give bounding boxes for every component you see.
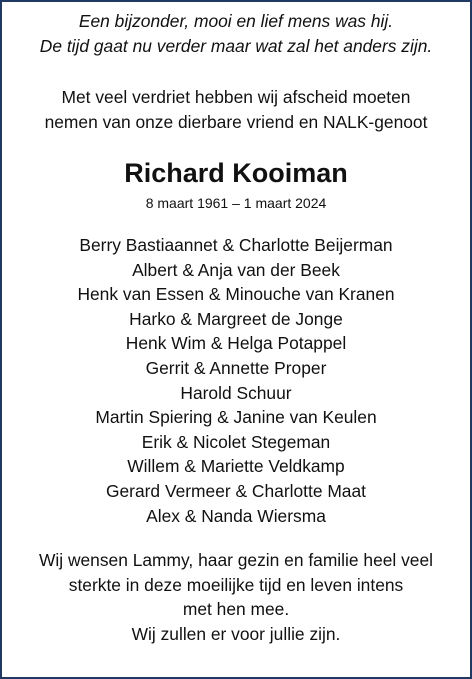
life-dates: 8 maart 1961 – 1 maart 2024 — [145, 195, 327, 211]
closing-line: sterkte in deze moeilijke tijd en leven intens — [68, 574, 404, 595]
mourner-entry: Martin Spiering & Janine van Keulen — [95, 407, 377, 428]
closing-line: Wij wensen Lammy, haar gezin en familie heel veel — [38, 550, 434, 571]
mourner-entry: Albert & Anja van der Beek — [132, 259, 340, 280]
mourner-entry: Gerard Vermeer & Charlotte Maat — [105, 480, 366, 501]
mourner-entry: Harold Schuur — [180, 382, 292, 403]
intro-line: Met veel verdriet hebben wij afscheid moeten — [61, 87, 411, 107]
closing-line: Wij zullen er voor jullie zijn. — [131, 623, 341, 644]
mourner-entry: Alex & Nanda Wiersma — [146, 505, 326, 526]
mourner-entry: Henk van Essen & Minouche van Kranen — [77, 284, 395, 305]
mourner-entry: Gerrit & Annette Proper — [145, 357, 327, 378]
deceased-name: Richard Kooiman — [124, 158, 348, 188]
mourner-entry: Henk Wim & Helga Potappel — [125, 333, 347, 354]
closing-line: met hen mee. — [182, 599, 290, 620]
memorial-verse — [2, 9, 470, 58]
verse-line: Een bijzonder, mooi en lief mens was hij. — [78, 11, 394, 31]
closing-message — [2, 548, 470, 646]
mourners-list — [2, 233, 470, 528]
mourner-entry: Harko & Margreet de Jonge — [129, 308, 343, 329]
intro-line: nemen van onze dierbare vriend en NALK-genoot — [44, 111, 428, 132]
mourner-entry: Erik & Nicolet Stegeman — [141, 431, 331, 452]
announcement-intro — [2, 85, 470, 134]
mourner-entry: Berry Bastiaannet & Charlotte Beijerman — [79, 235, 393, 255]
mourner-entry: Willem & Mariette Veldkamp — [127, 456, 345, 477]
verse-line: De tijd gaat nu verder maar wat zal het anders zijn. — [39, 35, 433, 56]
